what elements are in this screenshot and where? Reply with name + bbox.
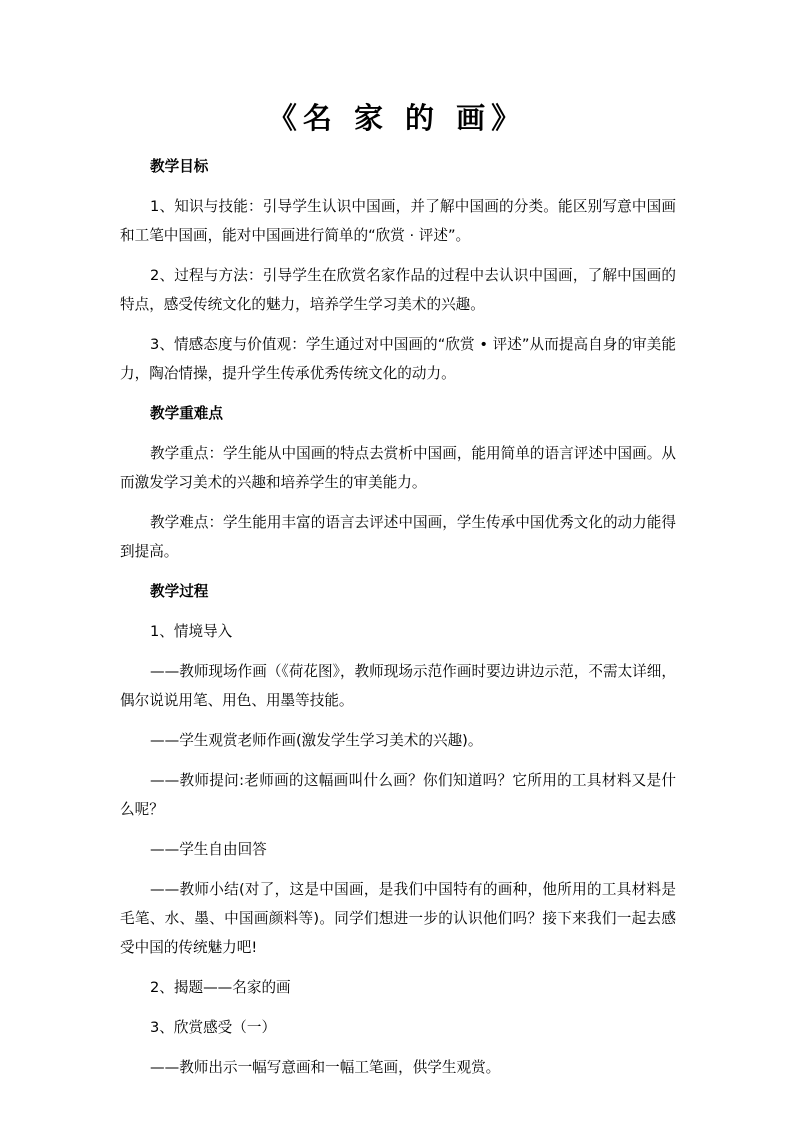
step-2-heading: 2、揭题——名家的画 (150, 979, 291, 996)
step-1-item-c: ——教师提问:老师画的这幅画叫什么画？你们知道吗？它所用的工具材料又是什么呢？ (120, 772, 676, 818)
key-points-heading: 教学重难点 (150, 405, 223, 422)
objectives-heading: 教学目标 (150, 158, 209, 175)
step-1-item-a: ——教师现场作画（《荷花图》，教师现场示范作画时要边讲边示范，不需太详细，偶尔说说用笔、用色、用墨等技能。 (120, 663, 676, 709)
step-1-item-e: ——教师小结(对了，这是中国画，是我们中国特有的画种，他所用的工具材料是毛笔、水、墨、中国画颜料等)。同学们想进一步的认识他们吗？接下来我们一起去感受中国的传统魅力吧! (120, 881, 676, 956)
key-point-paragraph: 教学重点：学生能从中国画的特点去赏析中国画，能用简单的语言评述中国画。从而激发学习美术的兴趣和培养学生的审美能力。 (120, 445, 676, 491)
objective-paragraph-3: 3、情感态度与价值观：学生通过对中国画的“欣赏 • 评述”从而提高自身的审美能力，陶冶情操，提升学生传承优秀传统文化的动力。 (120, 336, 676, 382)
step-1-heading: 1、情境导入 (150, 623, 233, 640)
objective-paragraph-1: 1、知识与技能：引导学生认识中国画，并了解中国画的分类。能区别写意中国画和工笔中国画，能对中国画进行简单的“欣赏 · 评述”。 (120, 198, 676, 244)
step-1-item-d: ——学生自由回答 (150, 841, 267, 858)
step-3-item-a: ——教师出示一幅写意画和一幅工笔画，供学生观赏。 (150, 1059, 501, 1076)
step-3-heading: 3、欣赏感受（一） (150, 1019, 277, 1036)
step-1-item-b: ——学生观赏老师作画(激发学生学习美术的兴趣)。 (150, 732, 483, 749)
objective-paragraph-2: 2、过程与方法：引导学生在欣赏名家作品的过程中去认识中国画，了解中国画的特点，感受传统文化的魅力，培养学生学习美术的兴趣。 (120, 267, 676, 313)
document-body (120, 152, 676, 1082)
difficult-point-paragraph: 教学难点：学生能用丰富的语言去评述中国画，学生传承中国优秀文化的动力能得到提高。 (120, 514, 676, 560)
document-title: 《名 家 的 画》 (267, 101, 527, 135)
process-heading: 教学过程 (150, 583, 209, 600)
